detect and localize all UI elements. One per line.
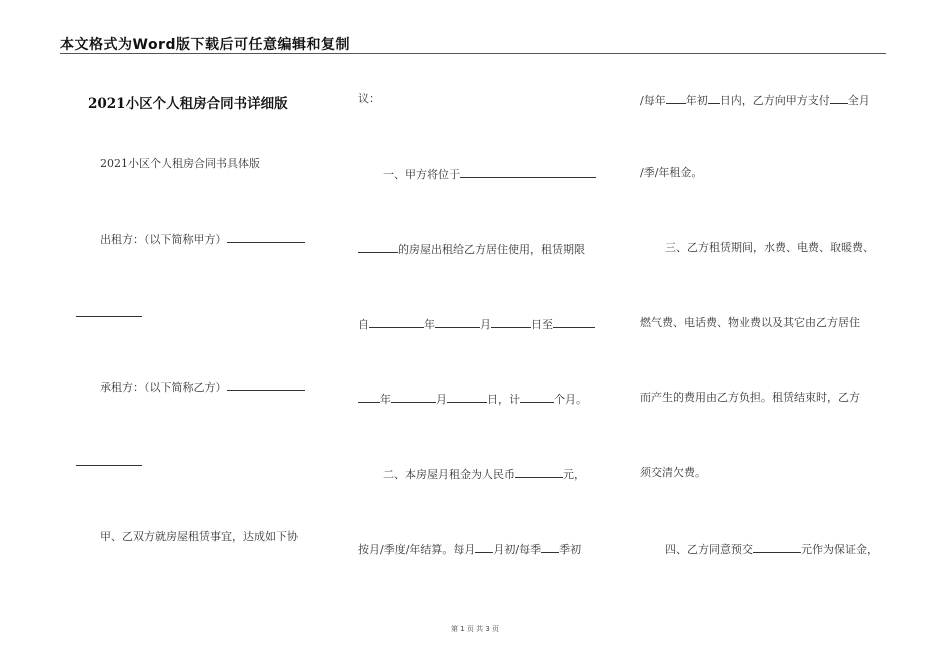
clause-3-continued-3: 须交清欠费。 xyxy=(640,466,706,479)
lessor-line xyxy=(100,231,305,247)
yearly-text: /每年 xyxy=(640,94,666,107)
clause-3-continued-1: 燃气费、电话费、物业费以及其它由乙方居住 xyxy=(640,316,860,329)
end-month-blank xyxy=(391,391,436,403)
yearly-blank xyxy=(666,92,686,104)
lessee-line xyxy=(100,379,305,395)
location-blank xyxy=(460,166,596,178)
end-year-blank xyxy=(553,316,595,328)
clause-3-line: 三、乙方租赁期间，水费、电费、取暖费、 xyxy=(665,241,874,254)
subtitle-line: 2021小区个人租房合同书具体版 xyxy=(100,157,260,170)
clause-2-line xyxy=(383,466,585,482)
settlement-text: 按月/季度/年结算。每月 xyxy=(358,543,476,556)
end-month-text: 月 xyxy=(436,393,447,406)
clause-4-line xyxy=(665,541,878,557)
address-blank xyxy=(358,241,398,253)
end-day-total-text: 日，计 xyxy=(487,393,520,406)
months-text: 个月。 xyxy=(554,393,587,406)
clause-3-continued-2: 而产生的费用由乙方负担。租赁结束时，乙方 xyxy=(640,391,860,404)
year-text: 年 xyxy=(424,318,435,331)
year-start-text: 年初 xyxy=(685,94,708,107)
end-year-text: 年 xyxy=(380,393,391,406)
lessee-label: 承租方：（以下简称乙方） xyxy=(100,381,227,394)
header-divider xyxy=(60,53,886,54)
rent-period-line: /季/年租金。 xyxy=(640,166,703,179)
quarterly-blank xyxy=(541,541,559,553)
clause-1-label: 一、甲方将位于 xyxy=(383,168,460,181)
payment-text: 日内，乙方向甲方支付 xyxy=(719,94,830,107)
month-count-blank xyxy=(520,391,554,403)
deposit-blank xyxy=(753,541,801,553)
day-to-text: 日至 xyxy=(531,318,553,331)
quarterly-text: 月初/每季 xyxy=(493,543,542,556)
lease-end-line xyxy=(358,391,587,407)
days-blank xyxy=(708,92,720,104)
lease-start-line xyxy=(358,316,595,332)
lessor-label: 出租方：（以下简称甲方） xyxy=(100,233,227,246)
page-number: 第 1 页 共 3 页 xyxy=(450,625,500,633)
lessee-blank-continued xyxy=(76,465,142,466)
agreement-continued: 议： xyxy=(358,92,380,105)
end-day-blank xyxy=(447,391,487,403)
usage-text: 的房屋出租给乙方居住使用，租赁期限 xyxy=(398,243,585,256)
quarter-start-text: 季初 xyxy=(559,543,582,556)
month-text: 月 xyxy=(480,318,491,331)
from-text: 自 xyxy=(358,318,369,331)
deposit-text: 四、乙方同意预交 xyxy=(665,543,753,556)
start-month-blank xyxy=(435,316,480,328)
document-header: 本文格式为Word版下载后可任意编辑和复制 xyxy=(60,37,350,53)
agreement-line: 甲、乙双方就房屋租赁事宜，达成如下协 xyxy=(100,530,298,543)
start-day-blank xyxy=(491,316,531,328)
lessor-blank xyxy=(227,231,305,243)
rent-text: 二、本房屋月租金为人民币 xyxy=(383,468,515,481)
payment-schedule-line xyxy=(358,541,581,557)
document-title: 2021小区个人租房合同书详细版 xyxy=(88,96,288,112)
rent-amount-blank xyxy=(515,466,563,478)
payment-due-line xyxy=(640,92,870,108)
period-blank xyxy=(830,92,848,104)
end-year-blank-continued xyxy=(358,391,380,403)
full-month-text: 全月 xyxy=(847,94,870,107)
lessor-blank-continued xyxy=(76,316,142,317)
clause-1-line xyxy=(383,166,596,182)
lessee-blank xyxy=(227,379,305,391)
start-year-blank xyxy=(369,316,424,328)
deposit-suffix-text: 元作为保证金， xyxy=(801,543,878,556)
monthly-blank xyxy=(475,541,493,553)
clause-1-usage xyxy=(358,241,585,257)
yuan-text: 元， xyxy=(563,468,585,481)
